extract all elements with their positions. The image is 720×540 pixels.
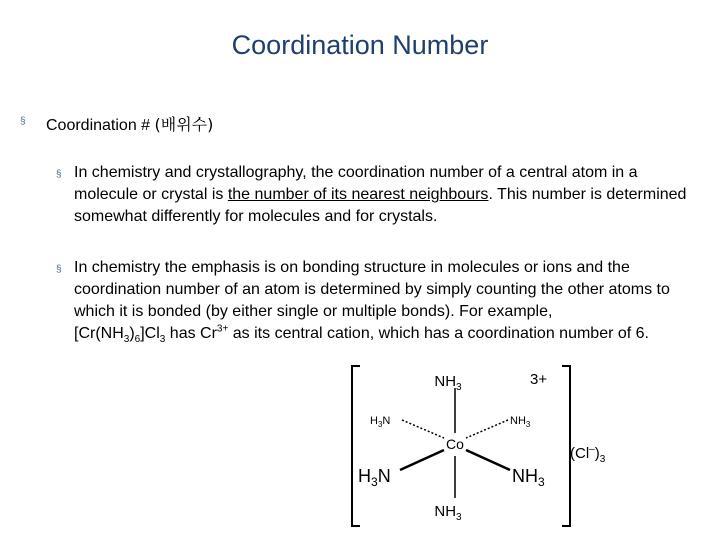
formula-sub: 3 xyxy=(159,334,166,346)
formula-sub: 3 xyxy=(123,334,130,346)
charge-label: 3+ xyxy=(530,371,548,388)
point2-text: In chemistry the emphasis is on bonding structure in molecules or ions and the coordination number of an atom is determined by simply counting the other atoms to which it is bonded (by either single or multiple bonds). For example, xyxy=(74,259,670,320)
right-bracket xyxy=(562,366,570,526)
level1-korean: (배위수) xyxy=(154,115,214,134)
bond-front-left xyxy=(400,450,444,470)
formula-sub: 6 xyxy=(134,334,141,346)
formula-tail: as its central cation, which has a coordination number of 6. xyxy=(228,325,649,342)
formula-part: ) xyxy=(129,325,135,342)
ligand-front-right: $NH_3$ xyxy=(512,466,545,489)
central-atom: Co xyxy=(446,436,464,452)
formula-part: has Cr xyxy=(165,325,217,342)
octahedral-complex-diagram xyxy=(340,358,640,528)
left-bracket xyxy=(352,366,360,526)
ligand-top: $NH_3$ xyxy=(434,373,462,393)
level1-text: Coordination # xyxy=(46,117,155,134)
bond-front-right xyxy=(466,450,510,470)
ligand-front-left: $H_3N$ xyxy=(358,466,391,489)
bullet-icon: § xyxy=(56,169,62,180)
bond-back-right xyxy=(466,420,508,438)
bond-back-left xyxy=(402,420,444,438)
formula-part: [Cr(NH xyxy=(74,325,124,342)
ligand-back-left: $H_3N$ xyxy=(370,415,391,429)
bullet-icon: § xyxy=(20,116,26,127)
point1-underlined: the number of its nearest neighbours xyxy=(227,186,489,203)
counter-ion: $(Cl^-)_3$ xyxy=(570,444,606,465)
ligand-bottom: $NH_3$ xyxy=(434,503,462,523)
point1-text-end: . This number is determined somewhat differently for molecules and for crystals. xyxy=(74,186,687,225)
level1-item xyxy=(46,112,213,135)
formula-sup: 3+ xyxy=(216,323,229,335)
point1-paragraph xyxy=(74,162,704,228)
point1-text: In chemistry and crystallography, the coordination number of a central atom in a molecule or crystal is xyxy=(74,164,638,203)
formula xyxy=(74,323,229,346)
ligand-back-right: $NH_3$ xyxy=(510,415,531,429)
slide-title: Coordination Number xyxy=(231,30,489,60)
formula-part: ]Cl xyxy=(140,325,160,342)
point2-paragraph xyxy=(74,257,704,345)
bullet-icon: § xyxy=(56,264,62,275)
